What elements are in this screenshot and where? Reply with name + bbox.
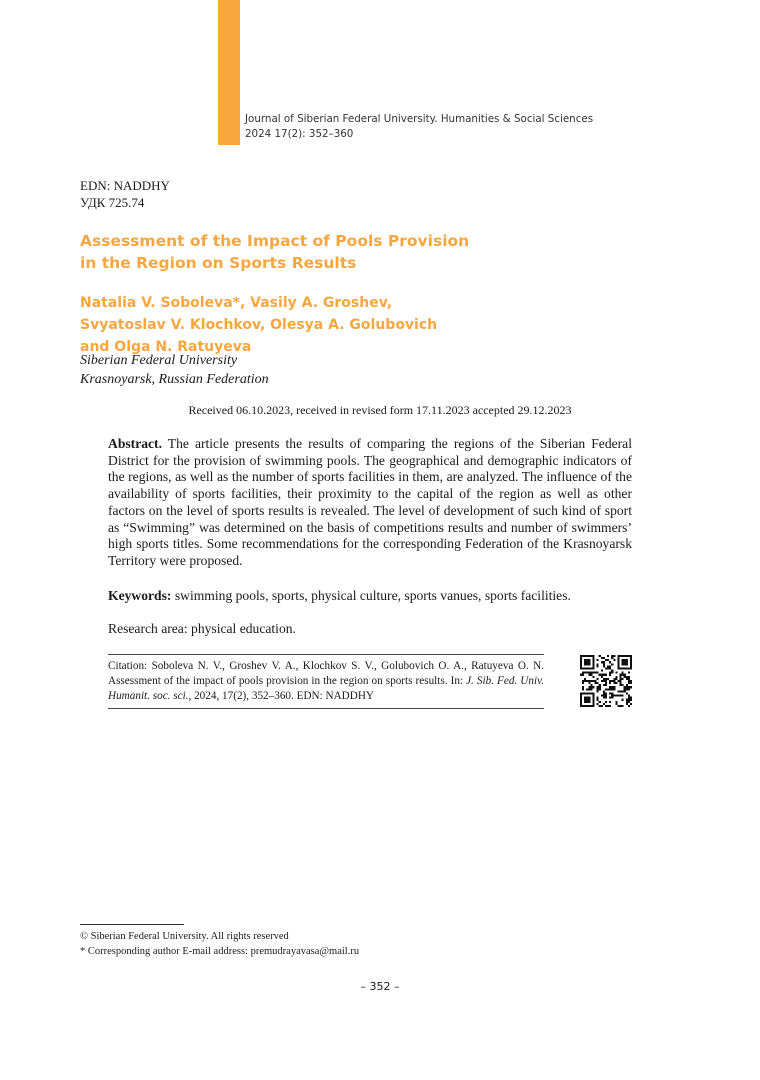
udk-code: УДК 725.74	[80, 195, 145, 210]
footnote-divider	[80, 924, 184, 925]
footnotes	[80, 929, 359, 959]
affiliation-university: Siberian Federal University	[80, 353, 238, 368]
page-number: – 352 –	[360, 980, 400, 993]
citation-prefix: Citation: Soboleva N. V., Groshev V. A., Klochkov S. V., Golubovich O. A., Ratuyeva O. N. Assessment of the impact of pools provision in the region on sports results. In:	[108, 660, 544, 687]
citation-journal: J. Sib. Fed. Univ. Humanit. soc. sci.	[108, 675, 545, 702]
orange-accent-bar	[218, 0, 240, 145]
keywords-text: swimming pools, sports, physical culture, sports vanues, sports facilities.	[171, 588, 571, 603]
qr-code-icon	[580, 655, 632, 707]
affiliation-city: Krasnoyarsk, Russian Federation	[80, 372, 269, 387]
research-area: Research area: physical education.	[108, 621, 296, 636]
authors-line-2: Svyatoslav V. Klochkov, Olesya A. Golubovich	[80, 317, 438, 333]
author-list	[80, 292, 640, 358]
authors-line-3: and Olga N. Ratuyeva	[80, 339, 252, 355]
authors-line-1: Natalia V. Soboleva*, Vasily A. Groshev,	[80, 295, 393, 311]
keywords	[108, 587, 632, 604]
edn-code: EDN: NADDHY	[80, 178, 170, 193]
affiliation	[80, 351, 269, 389]
title-line-1: Assessment of the Impact of Pools Provision	[80, 232, 470, 250]
abstract-label: Abstract.	[108, 436, 162, 451]
corresponding-author-note: * Corresponding author E-mail address: premudrayavasa@mail.ru	[80, 946, 360, 957]
journal-volume: 2024 17(2): 352–360	[245, 128, 354, 140]
received-dates: Received 06.10.2023, received in revised form 17.11.2023 accepted 29.12.2023	[188, 403, 572, 417]
identifiers	[80, 177, 170, 211]
article-title	[80, 230, 640, 274]
title-line-2: in the Region on Sports Results	[80, 254, 357, 272]
journal-header	[245, 112, 593, 142]
citation-suffix: , 2024, 17(2), 352–360. EDN: NADDHY	[188, 690, 374, 702]
journal-title: Journal of Siberian Federal University. Humanities & Social Sciences	[245, 113, 594, 125]
abstract	[108, 436, 632, 570]
keywords-label: Keywords:	[108, 588, 172, 603]
citation-box	[108, 654, 544, 709]
abstract-text: The article presents the results of comparing the regions of the Siberian Federal District for the provision of swimming pools. The geographical and demographic indicators of the regions, as well as the number of sports facilities in them, are analyzed. The influence of the availability of sports facilities, their proximity to the capital of the region as well as other factors on the level of sports results is revealed. The level of development of such kind of sport as “Swimming” was determined on the basis of competitions results and number of swimmers’ high sports titles. Some recommendations for the corresponding Federation of the Krasnoyarsk Territory were proposed.	[108, 436, 632, 568]
copyright-note: © Siberian Federal University. All rights reserved	[80, 931, 289, 942]
